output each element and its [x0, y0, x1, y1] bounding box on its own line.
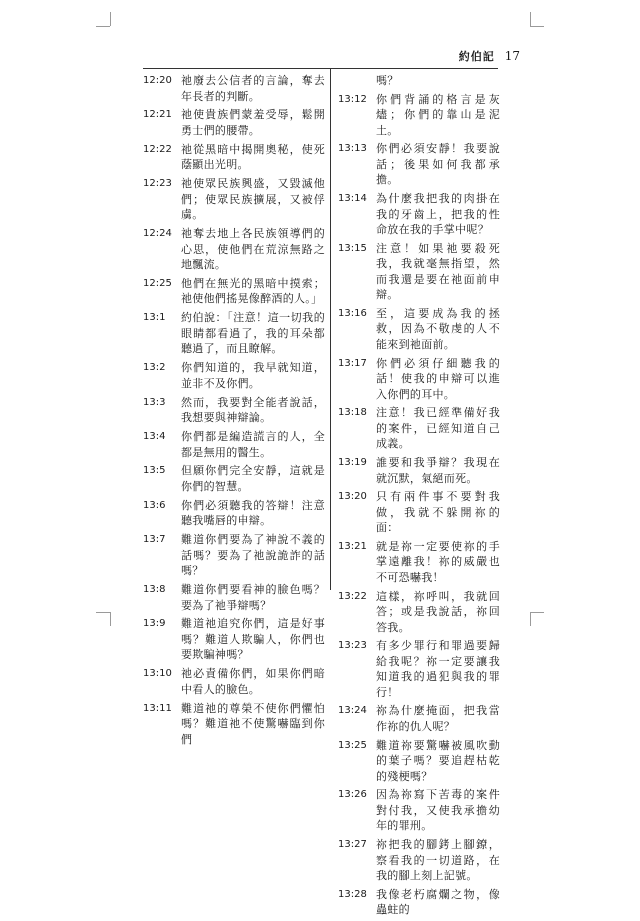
verse-text: 他們在無光的黑暗中摸索；祂使他們搖晃像醉酒的人。」: [181, 276, 325, 306]
verse: [338, 489, 500, 536]
verse: [143, 73, 325, 104]
verse-reference: 13:8: [143, 584, 166, 596]
page-number: 17: [504, 49, 520, 63]
verse-text: 你們都是編造謊言的人，全都是無用的醫生。: [181, 430, 325, 459]
verse-text: 然而，我要對全能者說話，我想要與神辯論。: [181, 395, 325, 425]
verse-reference: 13:10: [143, 668, 172, 680]
verse: [338, 73, 500, 89]
right-column: [338, 73, 500, 921]
book-title: 約伯記: [458, 50, 495, 63]
verse-reference: 13:13: [338, 143, 367, 155]
verse: [338, 191, 500, 238]
verse: [143, 176, 325, 223]
verse-reference: 13:1: [143, 312, 166, 324]
verse-reference: 13:9: [143, 618, 166, 630]
verse-reference: 13:11: [143, 702, 172, 714]
verse-text: 約伯說：「注意！這一切我的眼睛都看過了，我的耳朵都聽過了，而且瞭解。: [181, 311, 325, 356]
verse-text: 難道你們要為了神說不義的話嗎？要為了祂說詭詐的話嗎？: [181, 533, 325, 578]
crop-mark: [110, 612, 111, 626]
verse-text: 注意！如果祂要殺死我，我就毫無指望，然而我還是要在祂面前申辯。: [376, 241, 500, 302]
verse-reference: 13:20: [338, 491, 367, 503]
column-divider: [330, 68, 331, 590]
verse-reference: 13:7: [143, 534, 166, 546]
verse-reference: 13:18: [338, 407, 367, 419]
verse-reference: 13:4: [143, 431, 166, 443]
crop-mark: [530, 26, 544, 27]
verse-text: 祂從黑暗中揭開奧秘，使死蔭顯出光明。: [181, 142, 325, 172]
crop-mark: [530, 612, 531, 626]
crop-mark: [96, 26, 110, 27]
verse-reference: 13:2: [143, 362, 166, 374]
verse-text: 祢把我的腳銬上腳鐐，察看我的一切道路，在我的腳上刻上記號。: [376, 838, 500, 882]
verse: [143, 666, 325, 697]
verse: [338, 539, 500, 586]
verse: [143, 142, 325, 173]
verse: [338, 306, 500, 353]
verse-reference: 12:22: [143, 143, 172, 155]
verse: [338, 703, 500, 734]
verse-text: 你們必須聽我的答辯！注意聽我嘴唇的申辯。: [181, 498, 325, 528]
verse-reference: 13:26: [338, 789, 367, 801]
verse-reference: 13:22: [338, 590, 367, 602]
verse: [143, 395, 325, 426]
verse: [143, 276, 325, 307]
crop-mark: [110, 12, 111, 26]
verse: [338, 738, 500, 785]
verse: [338, 837, 500, 884]
verse-text: 只有兩件事不要對我做，我就不躲開祢的面：: [376, 490, 500, 535]
verse: [338, 887, 500, 918]
verse-text: 祂必責備你們，如果你們暗中看人的臉色。: [181, 667, 325, 696]
verse-reference: 13:27: [338, 839, 367, 850]
verse-text: 祂使貴族們蒙羞受辱，鬆開勇士們的腰帶。: [181, 108, 325, 137]
verse-text: 注意！我已經準備好我的案件，已經知道自己成義。: [376, 406, 500, 451]
verse-reference: 12:20: [143, 75, 172, 86]
verse-reference: 13:12: [338, 93, 367, 105]
verse-reference: 12:23: [143, 178, 172, 190]
verse: [143, 532, 325, 579]
left-column: [143, 73, 325, 751]
verse: [338, 405, 500, 452]
verse-reference: 13:25: [338, 739, 367, 751]
verse-text: 為什麼我把我的肉掛在我的牙齒上，把我的性命放在我的手掌中呢？: [376, 192, 500, 237]
verse-text: 難道祂追究你們，這是好事嗎？難道人欺騙人，你們也要欺騙神嗎？: [181, 617, 325, 662]
verse-reference: 13:6: [143, 499, 166, 511]
verse-reference: 13:15: [338, 242, 367, 254]
verse-text: 難道祂的尊榮不使你們懼怕嗎？難道祂不使驚嚇臨到你們: [181, 701, 325, 746]
verse: [143, 463, 325, 494]
verse: [143, 582, 325, 613]
verse-text: 祂奪去地上各民族領導們的心思，使他們在荒涼無路之地飄流。: [181, 227, 325, 272]
crop-mark: [530, 12, 531, 26]
crop-mark: [530, 612, 544, 613]
verse: [143, 429, 325, 460]
verse-reference: 12:25: [143, 277, 172, 289]
verse: [143, 498, 325, 529]
verse-reference: 12:24: [143, 228, 172, 240]
verse: [143, 701, 325, 748]
verse-reference: [338, 73, 376, 89]
verse-reference: 13:19: [338, 457, 367, 468]
verse-text: 有多少罪行和罪過要歸給我呢？祢一定要讓我知道我的過犯與我的罪行！: [376, 639, 500, 699]
verse-reference: 13:16: [338, 307, 367, 319]
header-rule: [143, 68, 498, 69]
crop-mark: [96, 612, 110, 613]
running-header: [459, 48, 520, 64]
verse-text: 你們背誦的格言是灰燼；你們的靠山是泥土。: [376, 92, 500, 137]
verse-text: 至，這要成為我的拯救，因為不敬虔的人不能來到祂面前。: [376, 306, 500, 351]
verse: [338, 141, 500, 188]
verse-text: 難道祢要驚嚇被風吹動的葉子嗎？要追趕枯乾的殘梗嗎？: [376, 738, 500, 783]
verse: [143, 360, 325, 391]
verse-reference: 13:21: [338, 540, 367, 552]
verse-text: 祂廢去公信者的言論，奪去年長者的判斷。: [181, 74, 325, 103]
verse: [143, 107, 325, 138]
verse: [338, 92, 500, 139]
verse-reference: 13:24: [338, 705, 367, 717]
verse: [338, 787, 500, 834]
verse: [143, 310, 325, 357]
verse-reference: 13:28: [338, 888, 367, 900]
verse-text: 就是祢一定要使祢的手掌遠離我！祢的威嚴也不可恐嚇我！: [376, 539, 500, 584]
verse-reference: 13:17: [338, 357, 367, 369]
verse-text: 嗎？: [376, 74, 399, 87]
verse-text: 因為祢寫下苦毒的案件對付我，又使我承擔幼年的罪刑。: [376, 788, 500, 833]
verse-text: 難道你們要看神的臉色嗎？要為了祂爭辯嗎？: [181, 583, 325, 612]
verse-text: 你們知道的，我早就知道，並非不及你們。: [181, 361, 325, 390]
verse-text: 這樣，祢呼叫，我就回答；或是我說話，祢回答我。: [376, 589, 500, 634]
verse-text: 誰要和我爭辯？我現在就沉默，氣絕而死。: [376, 456, 500, 485]
verse-text: 祢為什麼掩面，把我當作祢的仇人呢？: [376, 704, 500, 733]
verse: [338, 356, 500, 403]
verse-text: 我像老朽腐爛之物，像蟲蛀的: [376, 887, 500, 917]
verse: [338, 455, 500, 486]
verse: [338, 241, 500, 303]
verse: [338, 589, 500, 636]
verse-text: 但願你們完全安靜，這就是你們的智慧。: [181, 464, 325, 493]
verse-reference: 13:14: [338, 193, 367, 205]
verse: [338, 638, 500, 700]
verse-reference: 13:23: [338, 640, 367, 652]
verse-text: 你們必須仔細聽我的話！使我的申辯可以進入你們的耳中。: [376, 356, 500, 401]
verse: [143, 226, 325, 273]
verse-reference: 12:21: [143, 109, 172, 121]
verse-text: 祂使眾民族興盛，又毀滅他們；使眾民族擴展，又被俘虜。: [181, 177, 325, 222]
verse-reference: 13:3: [143, 396, 166, 408]
verse-text: 你們必須安靜！我要說話；後果如何我都承擔。: [376, 142, 500, 187]
verse-reference: 13:5: [143, 465, 166, 477]
